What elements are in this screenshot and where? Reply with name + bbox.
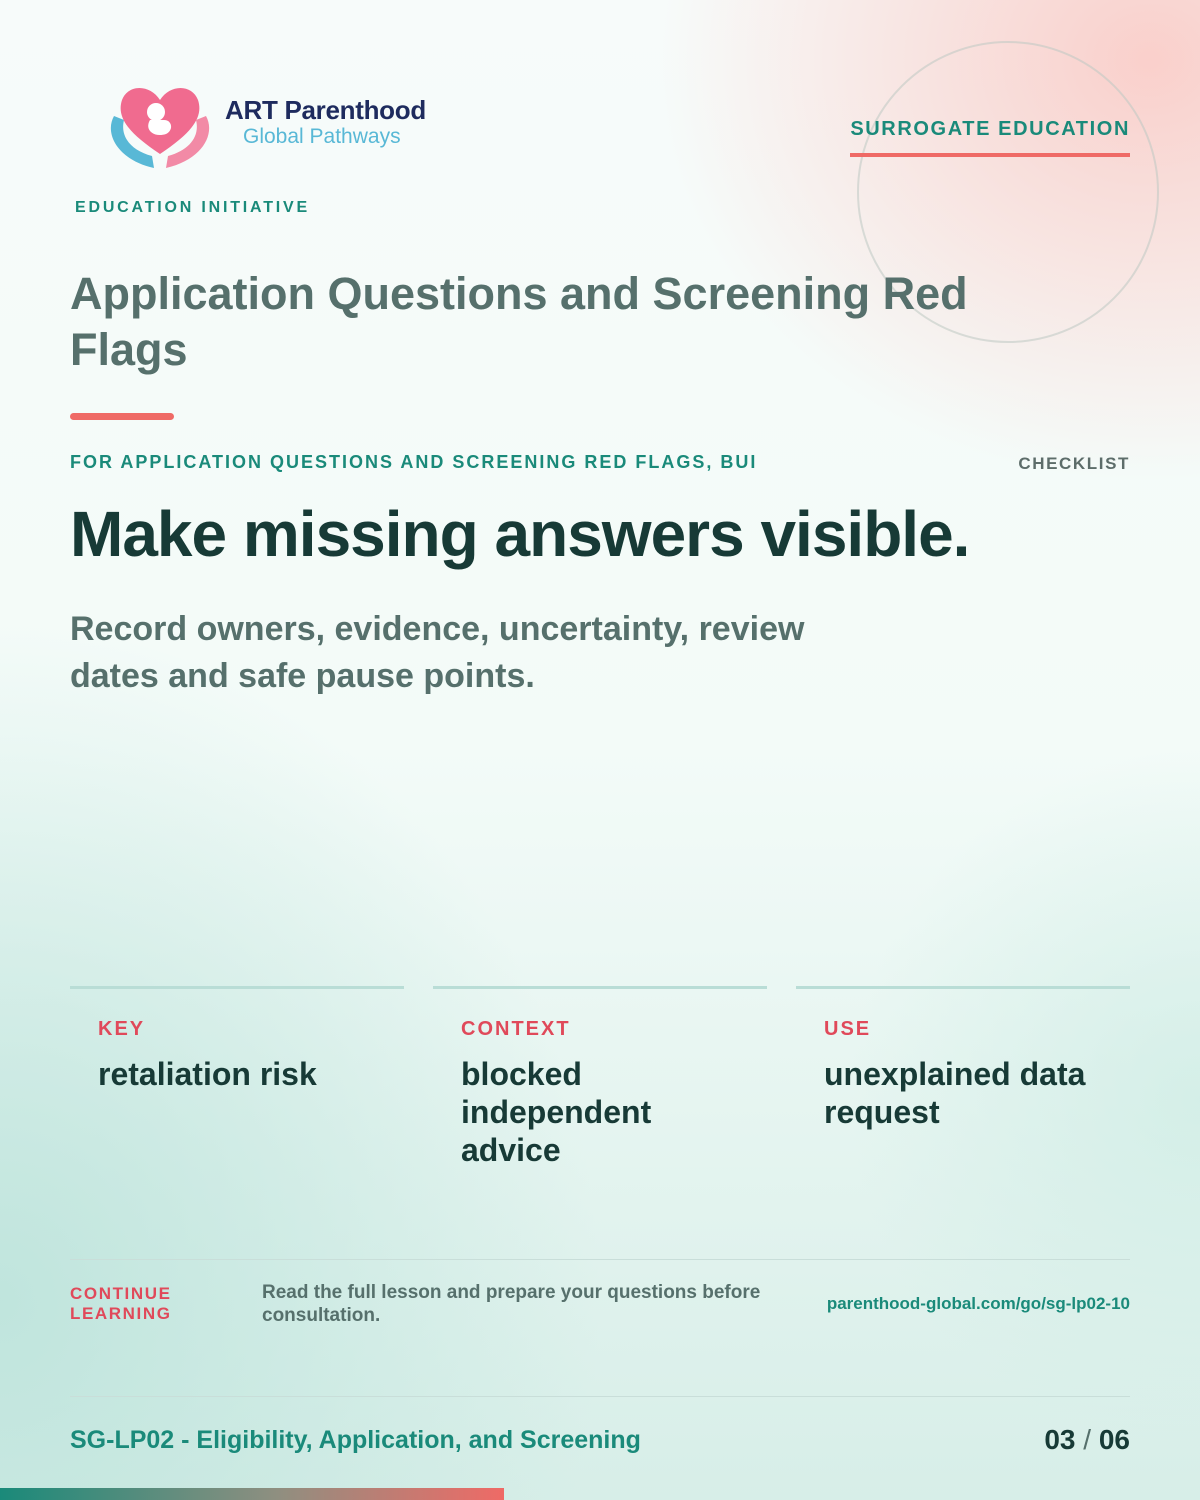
divider <box>70 1396 1130 1397</box>
brand-tagline: Global Pathways <box>243 125 401 148</box>
doc-type-badge: CHECKLIST <box>1018 454 1130 473</box>
page-separator: / <box>1083 1424 1092 1455</box>
page-total: 06 <box>1098 1424 1130 1455</box>
card-value: retaliation risk <box>98 1056 317 1092</box>
course-title: SG-LP02 - Eligibility, Application, and Screening <box>70 1426 641 1454</box>
card-value: unexplained data request <box>824 1056 1086 1130</box>
bottom-accent-bar <box>0 1488 504 1500</box>
card-key <box>70 986 404 1206</box>
card-label: CONTEXT <box>461 1018 571 1040</box>
subheadline: Record owners, evidence, uncertainty, review dates and safe pause points. <box>70 610 805 695</box>
accent-bar <box>70 413 174 420</box>
card-context <box>433 986 767 1206</box>
program-tag: SURROGATE EDUCATION <box>850 118 1130 157</box>
page-current: 03 <box>1044 1424 1076 1455</box>
cta-label: CONTINUE LEARNING <box>70 1284 172 1323</box>
card-label: USE <box>824 1018 872 1040</box>
logo-icon <box>100 74 220 174</box>
card-value: blocked independent advice <box>461 1056 652 1168</box>
brand-name: ART Parenthood <box>225 95 426 125</box>
card-label: KEY <box>98 1018 146 1040</box>
initiative-label: EDUCATION INITIATIVE <box>75 199 310 216</box>
headline: Make missing answers visible. <box>70 498 970 570</box>
page-title: Application Questions and Screening Red Flags <box>70 268 968 375</box>
divider <box>70 1259 1130 1260</box>
info-cards <box>70 986 1130 1206</box>
page-indicator <box>1044 1424 1130 1456</box>
card-use <box>796 986 1130 1206</box>
cta-text: Read the full lesson and prepare your questions before consultation. <box>262 1282 761 1326</box>
lesson-link[interactable]: parenthood-global.com/go/sg-lp02-10 <box>826 1294 1130 1313</box>
kicker-text: FOR APPLICATION QUESTIONS AND SCREENING RED FLAGS, BUI <box>70 452 758 472</box>
